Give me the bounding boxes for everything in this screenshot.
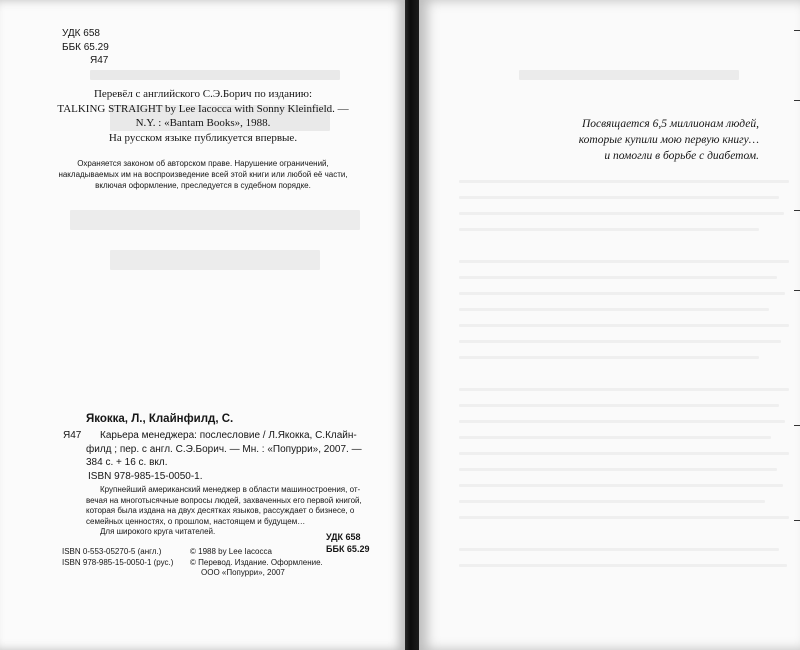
edge-mark <box>794 520 800 521</box>
right-page <box>419 0 800 650</box>
classification-codes-top <box>62 27 109 68</box>
copyright-line-3: включая оформление, преследуется в судебном порядке. <box>95 181 311 190</box>
classification-codes-bottom <box>326 531 369 555</box>
translation-line-4: На русском языке публикуется впервые. <box>108 131 298 144</box>
rights-line-1: © 1988 by Lee Iacocca <box>190 547 272 556</box>
isbn-russian: ISBN 978-985-15-0050-1 (рус.) <box>62 557 174 567</box>
catalog-code: Я47 <box>63 430 82 441</box>
translation-credit <box>38 87 368 145</box>
edge-mark <box>794 100 800 101</box>
translation-line-1: Перевёл с английского С.Э.Борич по изданию: <box>93 88 313 100</box>
edge-mark <box>794 30 800 31</box>
rights-line-2: © Перевод. Издание. Оформление. <box>190 557 323 567</box>
copyright-notice <box>38 158 368 191</box>
catalog-record <box>86 429 362 483</box>
copyright-line-1: Охраняется законом об авторском праве. Нарушение ограничений, <box>77 159 329 168</box>
dedication <box>489 116 759 164</box>
catalog-isbn: ISBN 978-985-15-0050-1. <box>88 470 203 482</box>
annotation-line-1: Крупнейший американский менеджер в области машиностроения, от- <box>100 485 361 494</box>
rights-list <box>190 547 323 579</box>
annotation-line-2: вечая на многотысячные вопросы людей, захваченных его первой книгой, <box>86 495 362 505</box>
isbn-list <box>62 547 173 568</box>
book-annotation <box>86 485 362 538</box>
dedication-line-3: и помогли в борьбе с диабетом. <box>604 150 759 162</box>
udk-code-top: УДК 658 <box>62 28 100 39</box>
edge-mark <box>794 425 800 426</box>
rights-line-3: ООО «Попурри», 2007 <box>201 568 285 577</box>
bbk-code-bottom: ББК 65.29 <box>326 544 370 554</box>
udk-code-bottom: УДК 658 <box>326 532 361 542</box>
catalog-line-3: 384 с. + 16 с. вкл. <box>86 457 168 468</box>
isbn-english: ISBN 0-553-05270-5 (англ.) <box>62 547 162 556</box>
dedication-line-1: Посвящается 6,5 миллионам людей, <box>582 118 759 130</box>
author-code-top: Я47 <box>90 55 109 66</box>
copyright-line-2: накладываемых им на воспроизведение всей этой книги или любой её части, <box>58 170 348 179</box>
catalog-author: Якокка, Л., Клайнфилд, С. <box>86 413 234 425</box>
annotation-line-4: семейных ценностях, о прошлом, настоящем и будущем… <box>86 516 306 526</box>
catalog-line-1: Карьера менеджера: послесловие / Л.Якокка, С.Клайн- <box>100 430 357 441</box>
dedication-line-2: которые купили мою первую книгу… <box>578 134 759 146</box>
annotation-line-5: Для широкого круга читателей. <box>100 527 216 536</box>
edge-mark <box>794 210 800 211</box>
annotation-line-3: которая была издана на двух десятках языков, рассуждает о бизнесе, о <box>86 506 355 515</box>
catalog-line-2: филд ; пер. с англ. С.Э.Борич. — Мн. : «Попурри», 2007. — <box>86 443 362 455</box>
book-spine <box>405 0 419 650</box>
edge-mark <box>794 290 800 291</box>
translation-line-2: TALKING STRAIGHT by Lee Iacocca with Sonny Kleinfield. — <box>57 102 349 115</box>
translation-line-3: N.Y. : «Bantam Books», 1988. <box>135 117 271 129</box>
bbk-code-top: ББК 65.29 <box>62 41 109 53</box>
